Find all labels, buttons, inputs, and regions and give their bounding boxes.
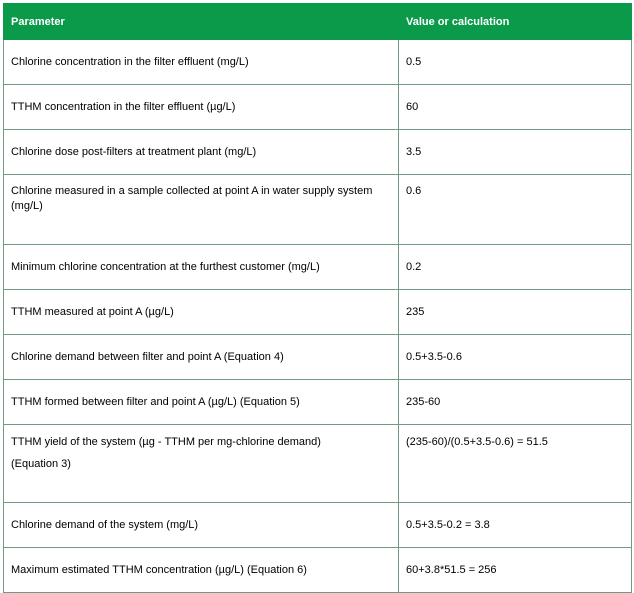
value-cell: 0.6 [399, 175, 632, 245]
parameter-cell: TTHM formed between filter and point A (µg/L) (Equation 5) [4, 380, 399, 425]
parameter-cell: TTHM concentration in the filter effluent (µg/L) [4, 85, 399, 130]
table-row [4, 380, 632, 425]
parameter-cell: TTHM measured at point A (µg/L) [4, 290, 399, 335]
parameter-cell: Chlorine demand between filter and point A (Equation 4) [4, 335, 399, 380]
parameter-text: TTHM yield of the system (µg - TTHM per mg-chlorine demand) [11, 436, 321, 448]
parameter-cell [4, 425, 399, 503]
parameter-cell: Chlorine demand of the system (mg/L) [4, 503, 399, 548]
parameter-cell: Chlorine concentration in the filter effluent (mg/L) [4, 40, 399, 85]
value-cell: 0.5 [399, 40, 632, 85]
table-row [4, 85, 632, 130]
value-cell: 0.2 [399, 245, 632, 290]
value-cell: 3.5 [399, 130, 632, 175]
table-row [4, 548, 632, 593]
value-cell: 60 [399, 85, 632, 130]
parameter-cell: Minimum chlorine concentration at the furthest customer (mg/L) [4, 245, 399, 290]
parameter-note: (Equation 3) [11, 458, 71, 470]
value-cell: 0.5+3.5-0.2 = 3.8 [399, 503, 632, 548]
table-row [4, 130, 632, 175]
value-cell: 235-60 [399, 380, 632, 425]
table-row [4, 290, 632, 335]
parameter-cell: Maximum estimated TTHM concentration (µg/L) (Equation 6) [4, 548, 399, 593]
header-value: Value or calculation [399, 4, 632, 40]
value-cell: (235-60)/(0.5+3.5-0.6) = 51.5 [399, 425, 632, 503]
table-row [4, 175, 632, 245]
table-row [4, 40, 632, 85]
table-row [4, 335, 632, 380]
table-row [4, 503, 632, 548]
parameter-cell: Chlorine measured in a sample collected at point A in water supply system (mg/L) [4, 175, 399, 245]
value-cell: 235 [399, 290, 632, 335]
table-header-row [4, 4, 632, 40]
parameter-table [3, 3, 632, 593]
header-parameter: Parameter [4, 4, 399, 40]
table-row [4, 425, 632, 503]
value-cell: 0.5+3.5-0.6 [399, 335, 632, 380]
table-row [4, 245, 632, 290]
value-cell: 60+3.8*51.5 = 256 [399, 548, 632, 593]
parameter-cell: Chlorine dose post-filters at treatment plant (mg/L) [4, 130, 399, 175]
